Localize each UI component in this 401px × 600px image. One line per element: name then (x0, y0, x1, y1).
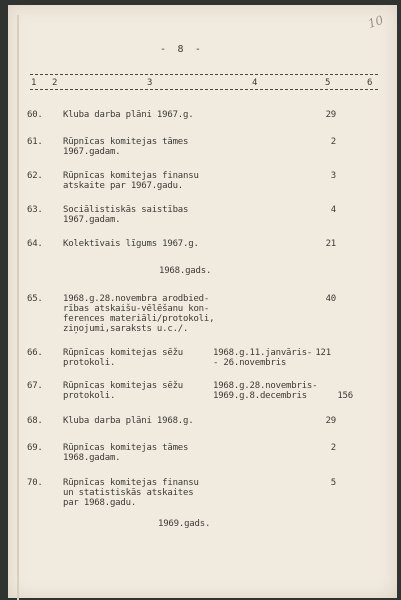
item-description: Rūpnīcas komitejas tāmes 1968.gadam. (63, 443, 189, 463)
item-number: 64. (27, 239, 43, 249)
page-number: - 8 - (160, 44, 201, 55)
page-count: 4 (330, 205, 336, 215)
page-count: 29 (325, 110, 336, 120)
section-heading-1969: 1969.gads. (158, 519, 211, 529)
item-description: Rūpnīcas komitejas sēžu protokoli. (63, 348, 184, 368)
page-count: 40 (325, 294, 336, 304)
archive-page-mark: 10 (366, 12, 386, 32)
column-header-4: 4 (252, 78, 258, 88)
item-number: 70. (27, 478, 43, 488)
item-number: 68. (27, 416, 43, 426)
header-bottom-rule (30, 89, 378, 90)
item-description: Rūpnīcas komitejas finansu un statistiskās atskaites par 1968.gadu. (63, 478, 199, 508)
page-count: 156 (337, 391, 353, 401)
column-header-5: 5 (325, 78, 331, 88)
date-range: 1968.g.28.novembris- 1969.g.8.decembris (213, 381, 318, 401)
page-count: 3 (330, 171, 336, 181)
page-count: 21 (325, 239, 336, 249)
section-heading-1968: 1968.gads. (159, 266, 212, 276)
item-number: 63. (27, 205, 43, 215)
item-number: 69. (27, 443, 43, 453)
item-description: Rūpnīcas komitejas tāmes 1967.gadam. (63, 137, 189, 157)
item-number: 66. (27, 348, 43, 358)
page-count: 29 (325, 416, 336, 426)
page-count: 2 (330, 443, 336, 453)
item-number: 67. (27, 381, 43, 391)
item-number: 65. (27, 294, 43, 304)
header-top-rule (30, 74, 378, 75)
page-count: 5 (330, 478, 336, 488)
item-number: 61. (27, 137, 43, 147)
item-description: Kluba darba plāni 1968.g. (63, 416, 194, 426)
item-description: Rūpnīcas komitejas sēžu protokoli. (63, 381, 184, 401)
column-header-2: 2 (52, 78, 58, 88)
binding-edge (17, 15, 19, 600)
column-header-6: 6 (367, 78, 373, 88)
page-count: 121 (315, 348, 331, 358)
date-range: 1968.g.11.janvāris- - 26.novembris (213, 348, 313, 368)
item-description: Kolektīvais līgums 1967.g. (63, 239, 199, 249)
item-description: Sociālistiskās saistības 1967.gadam. (63, 205, 189, 225)
item-number: 60. (27, 110, 43, 120)
item-description: 1968.g.28.novembra arodbied- rības atskaišu-vēlēšanu kon- ferences materiāli/protokoli, ziņojumi,saraksts u.c./. (63, 294, 215, 334)
item-number: 62. (27, 171, 43, 181)
column-header-1: 1 (31, 78, 37, 88)
item-description: Rūpnīcas komitejas finansu atskaite par 1967.gadu. (63, 171, 199, 191)
page-count: 2 (330, 137, 336, 147)
item-description: Kluba darba plāni 1967.g. (63, 110, 194, 120)
column-header-3: 3 (147, 78, 153, 88)
